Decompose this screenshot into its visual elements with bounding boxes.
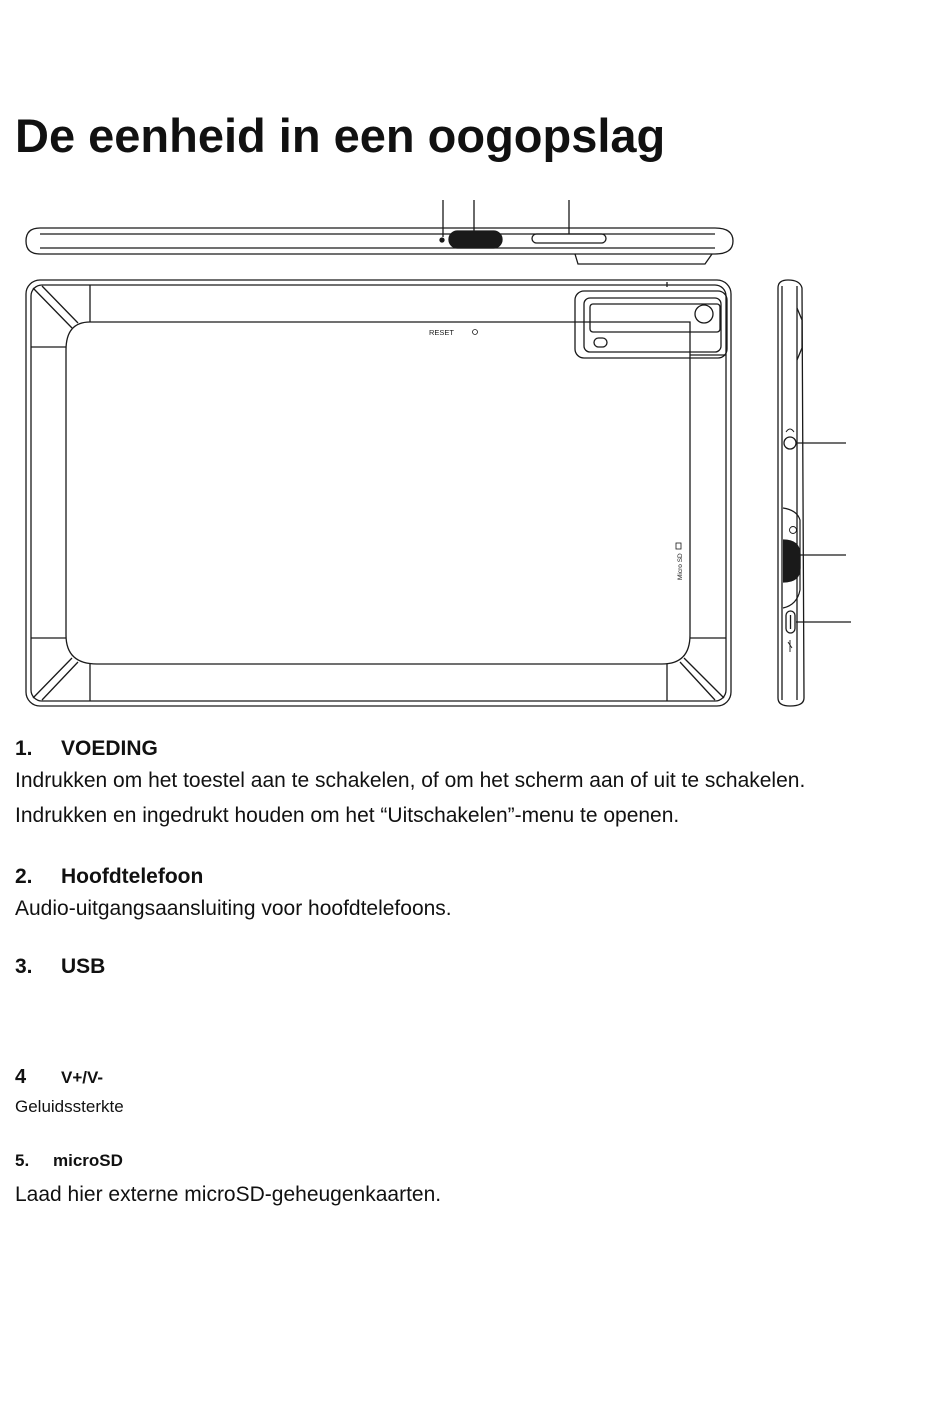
device-drawing (0, 190, 950, 720)
usb-icon (788, 640, 792, 652)
microsd-symbol-icon (676, 543, 681, 549)
side-view (778, 280, 851, 706)
section-title: V+/V- (61, 1068, 104, 1087)
top-edge-view (26, 200, 733, 264)
section-volume (15, 1066, 935, 1117)
section-title: microSD (53, 1151, 123, 1170)
power-button (449, 231, 502, 248)
reset-label: RESET (429, 328, 455, 337)
section-line: Audio-uitgangsaansluiting voor hoofdtelefoons. (15, 897, 452, 920)
section-number: 4 (15, 1066, 27, 1088)
section-power (15, 737, 935, 833)
camera-lens (695, 305, 713, 323)
section-microsd (15, 1151, 935, 1212)
section-heading (15, 1151, 935, 1171)
usb-slot-top (532, 234, 606, 243)
section-title: Hoofdtelefoon (61, 865, 204, 888)
page-title: De eenheid in een oogopslag (15, 109, 666, 162)
microsd-slot-label: Micro SD (677, 553, 684, 580)
back-view (26, 280, 731, 706)
headphone-icon (786, 429, 794, 432)
device-diagram (0, 190, 950, 720)
camera-module (575, 291, 727, 358)
power-symbol-icon (473, 330, 478, 335)
section-line: Indrukken om het toestel aan te schakelen, of om het scherm aan of uit te schakelen. (15, 769, 806, 792)
section-heading (15, 1066, 935, 1089)
section-number: 2. (15, 865, 33, 888)
section-headphone (15, 865, 935, 926)
section-line: Laad hier externe microSD-geheugenkaarten. (15, 1183, 442, 1206)
section-line: Indrukken en ingedrukt houden om het “Uitschakelen”-menu te openen. (15, 804, 680, 827)
section-number: 3. (15, 955, 33, 978)
section-number: 1. (15, 737, 33, 760)
section-title: USB (61, 955, 106, 978)
section-heading (15, 955, 935, 979)
section-heading (15, 737, 935, 761)
section-heading (15, 865, 935, 889)
section-title: VOEDING (61, 737, 158, 760)
reset-pinhole-top (440, 238, 444, 242)
section-number: 5. (15, 1151, 30, 1170)
section-line: Geluidssterkte (15, 1097, 124, 1116)
flash (594, 338, 607, 347)
section-usb (15, 955, 935, 979)
microsd-slot (783, 540, 800, 582)
headphone-jack (784, 437, 796, 449)
